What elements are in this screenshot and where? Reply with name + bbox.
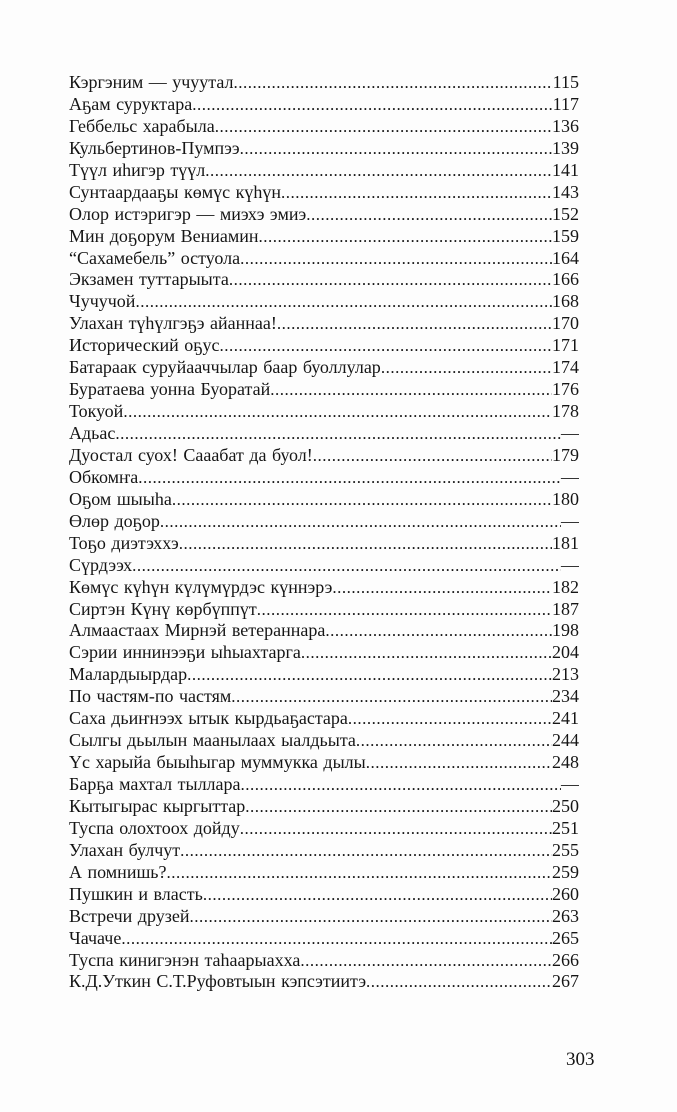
toc-entry — [69, 291, 579, 313]
toc-leader-dots — [229, 269, 552, 291]
toc-entry-page: 171 — [552, 335, 579, 356]
toc-entry-title: Барҕа махтал тыллара — [69, 774, 241, 794]
toc-entry-page: 136 — [552, 115, 579, 136]
toc-leader-dots — [167, 862, 552, 884]
toc-entry — [69, 906, 579, 928]
toc-entry-page: 182 — [552, 576, 579, 597]
toc-entry-title: Аҕам суруктара — [69, 93, 193, 114]
toc-entry-title: Экзамен туттарыыта — [69, 269, 229, 290]
page-number: 303 — [566, 1049, 595, 1070]
toc-entry-title: Геббельс харабыла — [69, 115, 215, 136]
toc-entry-title: Туспа олохтоох дойду — [69, 817, 240, 838]
toc-entry-title: Кэргэним — учуутал — [69, 72, 234, 92]
toc-leader-dots — [356, 730, 552, 752]
toc-leader-dots — [192, 94, 552, 116]
toc-entry-page: — — [561, 510, 579, 531]
toc-entry-page: 234 — [552, 686, 579, 707]
toc-entry — [69, 599, 579, 621]
toc-entry — [69, 489, 579, 511]
toc-entry-title: “Сахамебель” остуола — [69, 247, 241, 268]
toc-entry-title: Кульбертинов-Пумпээ — [69, 137, 240, 158]
toc-entry — [69, 686, 579, 708]
toc-entry-page: 117 — [552, 93, 579, 114]
toc-entry — [69, 248, 579, 270]
toc-entry — [69, 204, 579, 226]
toc-entry-page: 244 — [552, 730, 579, 751]
toc-entry-title: К.Д.Уткин С.Т.Руфовтыын кэпсэтиитэ — [69, 971, 367, 992]
toc-entry-title: Кытыгырас кыргыттар — [69, 795, 246, 816]
toc-leader-dots — [300, 950, 552, 972]
toc-entry — [69, 401, 579, 423]
toc-entry-page: 176 — [552, 379, 579, 400]
toc-entry-page: 143 — [552, 181, 579, 202]
toc-entry — [69, 796, 579, 818]
toc-entry-title: Исторический оҕус — [69, 335, 220, 356]
toc-entry — [69, 467, 579, 489]
toc-entry — [69, 116, 579, 138]
toc-leader-dots — [366, 752, 552, 774]
toc-entry-page: 178 — [552, 401, 579, 422]
toc-entry — [69, 708, 579, 730]
toc-entry — [69, 928, 579, 950]
toc-entry — [69, 533, 579, 555]
toc-entry — [69, 357, 579, 379]
toc-entry-page: 170 — [552, 313, 579, 334]
toc-entry — [69, 94, 579, 116]
toc-leader-dots — [215, 116, 552, 138]
toc-entry — [69, 577, 579, 599]
toc-leader-dots — [332, 577, 552, 599]
toc-entry — [69, 182, 579, 204]
toc-entry — [69, 445, 579, 467]
toc-leader-dots — [234, 72, 553, 94]
toc-entry-page: 263 — [552, 905, 579, 926]
toc-entry-title: Мин доҕорум Вениамин — [69, 225, 259, 246]
toc-entry-title: Түүл иһигэр түүл — [69, 159, 206, 180]
toc-entry-page: 266 — [552, 949, 579, 970]
toc-entry-page: 198 — [552, 620, 579, 641]
toc-leader-dots — [203, 884, 552, 906]
toc-entry — [69, 752, 579, 774]
toc-entry-page: 213 — [552, 664, 579, 685]
toc-leader-dots — [325, 620, 552, 642]
toc-entry — [69, 664, 579, 686]
toc-leader-dots — [220, 335, 552, 357]
toc-entry-title: Батараак суруйааччылар баар буоллулар — [69, 357, 381, 378]
toc-entry-page: 250 — [552, 795, 579, 816]
toc-entry — [69, 774, 579, 796]
toc-entry — [69, 269, 579, 291]
toc-entry-title: Адьас — [69, 423, 116, 443]
toc-entry-page: — — [561, 466, 579, 487]
toc-entry — [69, 423, 579, 445]
toc-leader-dots — [281, 182, 552, 204]
toc-entry-title: По частям-по частям — [69, 686, 232, 707]
toc-leader-dots — [231, 686, 552, 708]
toc-leader-dots — [179, 533, 552, 555]
toc-entry-page: 152 — [552, 203, 579, 224]
toc-entry-page: 265 — [552, 927, 579, 948]
toc-entry-title: Саха дьиҥнээх ытык кырдьаҕастара — [69, 708, 348, 729]
toc-entry-page: 166 — [552, 269, 579, 290]
toc-entry — [69, 950, 579, 972]
toc-leader-dots — [187, 664, 552, 686]
toc-entry-title: Встречи друзей — [69, 905, 190, 926]
toc-entry — [69, 335, 579, 357]
toc-entry — [69, 642, 579, 664]
toc-entry-title: Буратаева уонна Буоратай — [69, 379, 271, 400]
toc-entry — [69, 884, 579, 906]
toc-entry-page: 159 — [552, 225, 579, 246]
toc-entry — [69, 160, 579, 182]
toc-leader-dots — [245, 796, 552, 818]
toc-entry-page: 139 — [552, 137, 579, 158]
toc-entry — [69, 379, 579, 401]
toc-leader-dots — [121, 928, 552, 950]
toc-entry-page: — — [561, 774, 579, 794]
toc-entry-page: — — [561, 554, 579, 575]
toc-entry-title: Сэрии иннинээҕи ыһыахтарга — [69, 642, 301, 663]
toc-leader-dots — [172, 489, 552, 511]
toc-entry-page: 141 — [552, 159, 579, 180]
toc-entry-page: 251 — [552, 817, 579, 838]
toc-entry-page: 115 — [552, 72, 579, 92]
toc-entry-title: Улахан булчут — [69, 839, 181, 860]
toc-entry-page: 259 — [552, 861, 579, 882]
toc-leader-dots — [123, 401, 552, 423]
toc-leader-dots — [180, 840, 552, 862]
table-of-contents — [69, 72, 579, 993]
toc-entry-page: 179 — [552, 444, 579, 465]
toc-leader-dots — [306, 204, 552, 226]
toc-leader-dots — [240, 818, 552, 840]
toc-entry — [69, 555, 579, 577]
toc-entry-title: Оҕом шыыһа — [69, 488, 172, 509]
toc-entry-title: А помнишь? — [69, 861, 167, 882]
toc-entry-title: Сунтаардааҕы көмүс күһүн — [69, 181, 282, 202]
toc-leader-dots — [313, 445, 552, 467]
toc-leader-dots — [138, 467, 561, 489]
toc-entry-title: Олор истэригэр — миэхэ эмиэ — [69, 203, 307, 224]
toc-entry-title: Чачаче — [69, 927, 122, 948]
toc-leader-dots — [115, 423, 561, 445]
toc-entry — [69, 313, 579, 335]
toc-entry-page: 168 — [552, 291, 579, 312]
toc-entry-page: — — [561, 423, 579, 443]
toc-entry-title: Улахан түһүлгэҕэ айаннаа! — [69, 313, 277, 334]
toc-leader-dots — [160, 511, 561, 533]
toc-entry-title: Туспа кинигэнэн таһаарыахха — [69, 949, 301, 970]
toc-entry-title: Малардыырдар — [69, 664, 188, 685]
toc-entry-title: Алмаастаах Мирнэй ветераннара — [69, 620, 326, 641]
toc-entry-title: Сылгы дьылын маанылаах ыалдьыта — [69, 730, 356, 751]
toc-entry-title: Токуой — [69, 401, 124, 422]
toc-entry-page: 181 — [552, 532, 579, 553]
toc-entry-page: 260 — [552, 883, 579, 904]
toc-entry-page: 248 — [552, 752, 579, 773]
toc-entry-page: 241 — [552, 708, 579, 729]
toc-entry — [69, 72, 579, 94]
toc-leader-dots — [257, 599, 552, 621]
toc-entry-title: Үс харыйа быыһыгар муммукка дылы — [69, 752, 366, 773]
toc-leader-dots — [301, 642, 552, 664]
toc-leader-dots — [348, 708, 552, 730]
toc-leader-dots — [205, 160, 552, 182]
toc-entry-page: 267 — [552, 971, 579, 992]
toc-leader-dots — [240, 138, 552, 160]
toc-leader-dots — [189, 906, 552, 928]
toc-entry — [69, 511, 579, 533]
toc-leader-dots — [135, 291, 552, 313]
toc-entry — [69, 862, 579, 884]
toc-entry — [69, 818, 579, 840]
toc-entry-page: 180 — [552, 488, 579, 509]
toc-leader-dots — [366, 971, 552, 993]
toc-entry — [69, 138, 579, 160]
toc-entry — [69, 840, 579, 862]
toc-entry-page: 204 — [552, 642, 579, 663]
toc-entry-page: 187 — [552, 598, 579, 619]
toc-leader-dots — [132, 555, 561, 577]
toc-entry-title: Чучучой — [69, 291, 136, 312]
toc-leader-dots — [270, 379, 552, 401]
toc-leader-dots — [241, 774, 561, 796]
toc-entry-page: 164 — [552, 247, 579, 268]
toc-entry — [69, 971, 579, 993]
toc-entry-title: Пушкин и власть — [69, 883, 203, 904]
toc-leader-dots — [381, 357, 552, 379]
toc-entry-title: Көмүс күһүн күлүмүрдэс күннэрэ — [69, 576, 333, 597]
toc-entry-title: Дуостал суох! Сааабат да буол! — [69, 444, 313, 465]
toc-leader-dots — [277, 313, 552, 335]
toc-leader-dots — [259, 226, 552, 248]
toc-entry-title: Сүрдээх — [69, 554, 133, 575]
toc-entry-title: Тоҕо диэтэххэ — [69, 532, 179, 553]
toc-leader-dots — [240, 248, 552, 270]
toc-entry — [69, 620, 579, 642]
toc-entry — [69, 730, 579, 752]
toc-entry-title: Обкомҥа — [69, 466, 139, 487]
toc-entry-page: 174 — [552, 357, 579, 378]
toc-entry — [69, 226, 579, 248]
toc-entry-title: Сиртэн Күнү көрбүппүт — [69, 598, 257, 619]
toc-entry-page: 255 — [552, 839, 579, 860]
toc-entry-title: Өлөр доҕор — [69, 510, 160, 531]
